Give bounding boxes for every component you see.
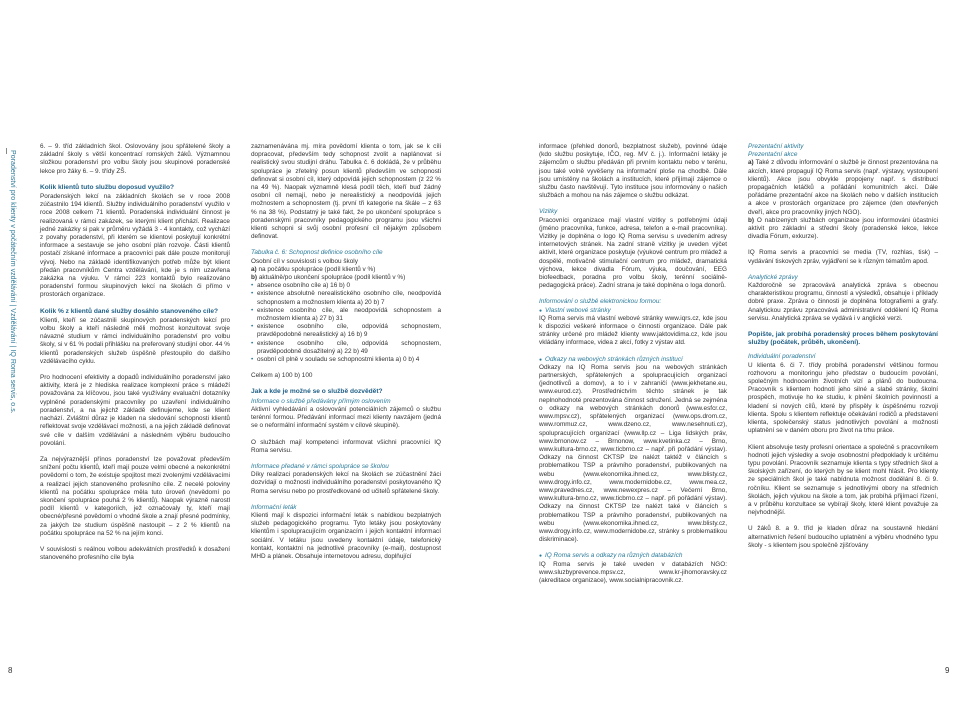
running-header-text: Poradenství pro klienty v počátečním vzdělávání | Vzdělávání | IQ Roma servis, o.s. (9, 150, 16, 414)
subheading: Informování o službě elektronickou formou: (539, 298, 662, 306)
table-row: • existence osobního cíle, odpovídá schopnostem, pravděpodobně dosažitelný a) 22 b) 49 (251, 340, 441, 356)
paragraph: IQ Roma servis má vlastní webové stránky www.iqrs.cz, kde jsou k dispozici veškeré informace o činnosti organizace. Dále pak stránky určené pro mládež klienty www.jaktovidima.cz, kde jsou vkládány informace, videa z akcí, fotky z výstav atd. (539, 314, 727, 347)
bullet-item: ● Vlastní webové stránky (539, 307, 727, 315)
table-legend-b: b) aktuálně/po ukončení spolupráce (podíl klientů v %) (251, 274, 406, 282)
heading-goal-percent: Kolik % z klientů dané služby dosáhlo stanoveného cíle? (40, 307, 219, 315)
subheading: Informace předané v rámci spolupráce se školou (251, 462, 389, 470)
table-legend-a: a) na počátku spolupráce (podíl klientů v %) (251, 265, 376, 273)
paragraph: Díky realizaci poradenských lekcí na školách se zúčastnění žáci dozvídají o možnosti individuálního poradenství poskytovaného IQ Roma servisu nebo po prostředkované od učitelů spřátelené školy. (251, 471, 441, 495)
table-row: • osobní cíl plně v souladu se schopnostmi klienta a) 0 b) 4 (251, 356, 441, 364)
right-page (480, 0, 960, 704)
running-header (2, 150, 22, 450)
bullet-item: ● Odkazy na webových stránkách různých institucí (539, 356, 727, 364)
page-number: 9 (945, 666, 950, 675)
subheading: Informační leták (251, 503, 297, 511)
paragraph: V souvislosti s reálnou volbou adekvátních prostředků k dosažení stanoveného profesního cíle byla (40, 545, 230, 562)
column-3 (539, 143, 727, 585)
page-number: 8 (8, 666, 13, 675)
heading-clients-count: Kolik klientů tuto službu doposud využilo? (40, 183, 175, 191)
paragraph: IQ Roma servis je také uveden v databázích NGO: www.sluzbyprevence.mpsv.cz, www.kr-jihomoravsky.cz (akreditace organizace), www.socialnipracovnik.cz. (539, 560, 727, 584)
paragraph: Pracovníci organizace mají vlastní vizitky s potřebnými údaji (jméno pracovníka, funkce, adresa, telefon a e-mail pracovníka). Vizitky je doplněna o logo IQ Roma servisu s uvedením adresy internetových stránek. Na zadní straně vizitky je uveden výčet aktivit, které organizace poskytuje (výukové centrum pro mládež a dospělé, motivačně stimulační centrum pro mládež, dramatická výchova, lekce divadla Fórum, výuka, doučování, EEG biofeedback, poradna pro volbu školy, terénní sociálně-pedagogická práce). Zadní strana je také doplněna o loga donorů. (539, 216, 727, 290)
table-total: Celkem a) 100 b) 100 (251, 372, 313, 380)
subheading: Informace o službě předávány přímým oslovením (251, 397, 391, 405)
paragraph: U klienta 6. či 7. třídy probíhá poradenství většinou formou rozhovoru a monitoringu jeho představ o budoucím povolání, společným hodnocením životních vizí a plánů do budoucna. Pracovník s klientem hodnotí jeho silné a slabé stránky, školní prospěch, motivuje ho ke studiu, k plnění školních povinností a kladení si nových cílů, které by přispěly k úspěšnému rozvoji klienta. Spolu s klientem reflektuje očekávání rodičů a představení klienta, společenský status jednotlivých povolání a možnosti uplatnění se v daném oboru pro život na trhu práce. (748, 361, 938, 435)
paragraph: Poradenských lekcí na základních školách se v roce 2008 zúčastnilo 194 klientů. Služby individuálního poradenství využilo v roce 2008 celkem 71 klientů. Poradenská individuální činnost je realizovaná v rámci zakázek, se kterými klient přichází. Realizace jedné zakázky si pak v průměru vyžádá 3 - 4 kontakty, což vychází z povahy poradenství, při kterém se klientovi poskytují konkrétní informace a sestavuje se jeho osobní plán rozvoje. Části klientů postačí získané informace a pracovníci pak dále pouze monitorují vývoj. Nebo na základě identifikovaných potřeb může být klient předán pracovníkům Centra vzdělávání, kde je s ním uzavřena zakázka na výuku. V rámci 223 kontaktů bylo realizováno poradenství formou skupinových lekcí na školách či přímo v prostorách organizace. (40, 193, 230, 299)
bullet-item: ● IQ Roma servis a odkazy na různých databázích (539, 552, 727, 560)
paragraph: 6. – 9. tříd základních škol. Oslovovány jsou spřátelené školy a základní školy s větší koncentrací romských žáků. Významnou složkou poradenství pro volbu školy jsou skupinové poradenské lekce pro žáky 6. – 9. třídy ZŠ. (40, 143, 230, 175)
list-item-a: a) Také z důvodu informování o službě je činnost prezentována na akcích, které propagují IQ Roma servis (např. výstavy, vystoupení klientů). Akce jsou obvykle propojeny např. s distribucí propagačních letáčků a pořádání komunitních akcí. Dále pořádáme prezentační akce na školách nebo v dalších institucích a akce v prostorách organizace pro zájemce (den otevřených dveří, akce pro pracovníky jiných NGO). (748, 159, 938, 216)
paragraph: zaznamenávána mj. míra povědomí klienta o tom, jak se k cíli dopracovat, především tedy schopnost zvolit a naplánovat si realistický svou studijní dráhu. Tabulka č. 6 dokládá, že v průběhu spolupráce je zřetelný posun klientů především ve schopnosti definovat si osobní cíl, který odpovídá jejich schopnostem (z 22 % na 49 %). Naopak významně klesá podíl těch, kteří buď žádný osobní cíl nemají, nebo je nerealistický a neodpovídá jejich možnostem a schopnostem (tj. první tři kategorie na škále – z 63 % na 38 %). Podstatný je také fakt, že po ukončení spolupráce s poradenskými pracovníky pedagogického programu jsou všichni klienti schopni si svůj osobní profesní cíl nějakým způsobem definovat. (251, 143, 441, 241)
subheading: Individuální poradenství (748, 353, 816, 361)
paragraph: Klient absolvuje testy profesní orientace a společně s pracovníkem hodnotí jejich výsledky a svoje osobnostní předpoklady k určitému typu povolání. Pracovník seznamuje klienta s typy středních škol a školských zařízení, do kterých by se klient mohl hlásit. Pro klienty ze speciálních škol je také nabídnuta možnost dodělání 8. či 9. ročníku. Klient se seznamuje s jednotlivými obory na středních školách, jejich výukou na škole a tom, jak probíhá přijímací řízení, a v průběhu konzultace se vybírají školy, které klient považuje za nejvhodnější. (748, 443, 938, 517)
paragraph: U žáků 8. a 9. tříd je kladen důraz na soustavně hledání alternativních řešení budoucího uplatnění a výběru vhodného typu školy - s klientem jsou společně zjišťovány (748, 525, 938, 549)
table-intro: Osobní cíl v souvislosti s volbou školy (251, 257, 358, 265)
paragraph: Za nejvýraznější přínos poradenství lze považovat především snížení počtu klientů, kteří mají pouze velmi obecné a nekonkrétní povědomí o tom, že existuje spojitost mezi zvolenými vzdělávacími a realizací jejich stanoveného profesního cíle. Z necelé poloviny klientů na počátku spolupráce měla tuto úroveň (nevědomí po skončení spolupráce pouhá 2 % klientů). Naopak výrazně narostl podíl klientů v kategoriích, jež označovaly ty, kteří mají obecné/přesné povědomí o vhodné škole a znají přesné podmínky, za jakých lze studium úspěšně nastoupit – z 2 % klientů na počátku spolupráce na 52 % na jejím konci. (40, 455, 230, 537)
heading-process: Popište, jak probíhá poradenský proces během poskytování služby (počátek, průběh, ukončení). (748, 331, 938, 347)
paragraph: Každoročně se zpracovává analytická zpráva s obecnou charakteristikou programu, činností a výsledků, obsahuje i příklady dobré praxe. Zpráva o činnosti je doplněna fotografiemi a grafy. Analytickou zprávu zpracovává administrativní oddělení IQ Roma servisu. Analytická zpráva se vydává i v anglické verzi. (748, 282, 938, 322)
paragraph: IQ Roma servis a pracovníci se media (TV, rozhlas, tisk) – vydávání tiskových zpráv, vyjádření se k různým tématům apod. (748, 249, 938, 265)
column-4 (748, 143, 938, 550)
paragraph: Odkazy na IQ Roma servis jsou na webových stránkách partnerských, spřátelených a spolupracujících organizací (jednotlivců a domov), a to i v zahraničí (www.jekhetane.eu, www.eurod.cz). Prostřednictvím těchto stránek je tak neplnohodnoté prezentována činnost sdružení. Jedná se zejména o odkazy na webových stránkách donorů (www.esfcr.cz, www.mpsv.cz), spřátelených organizací (www.ops.drom.cz, www.rommuz.cz, www.dzeno.cz, www.nesehnuti.cz), spolupracujících organizací (www.llp.cz – Liga lidských práv, www.brnonow.cz – Brnonow, www.kvetinka.cz – Brno, www.kultura-brno.cz, www.ticbrno.cz – např. při pořádání výstav). Odkazy na činnost CKTSP lze nalézt taktéž v článcích s problematikou TSP a právního poradenství, publikovaných na webu (www.ekonomika.ihned.cz, www.blisty.cz, www.drogy.info.cz, www.modernidobe.cz, www.mea.cz, www.pravednes.cz, www.newexpres.cz – Večerní Brno, www.kultura-brno.cz, www.ticbrno.cz – např. při pořádání výstav). Odkazy na činnost CKTSP lze nalézt také v článcích s problematikou TSP a právního poradenství, publikovaných na webu (www.ekonomika.ihned.cz, www.blisty.cz, www.drogy.info.cz, www.modernidobe.cz, stránky s problematikou diskriminace). (539, 363, 727, 544)
subheading: Vizitky (539, 208, 558, 216)
paragraph: informace (přehled donorů, bezplatnost služeb), povinné údaje (kdo službu poskytuje, IČO, reg. MV č. j.). Informační letáky je zájemcům o službu předáván při prvním kontaktu nebo v terénu, jsou také volně vyvěšeny na informační ploše na chodbě. Dále jsou umístěny na školách a institucích, které přijímají zájemce o službu často navštěvují. Tyto instituce jsou informovány o našich službách a mohou na nás zájemce o službu odkázat. (539, 143, 727, 200)
subheading: Prezentační aktivity (748, 143, 804, 150)
list-item-b: b) O nabízených službách organizace jsou informováni účastníci aktivit pro základní a střední školy (poradenské lekce, lekce divadla Fórum, exkurze). (748, 216, 938, 241)
column-1 (40, 143, 230, 562)
column-2 (251, 143, 441, 561)
table-row: • existence osobního cíle, ale neodpovídá schopnostem a možnostem klienta a) 27 b) 31 (251, 307, 441, 323)
table-title: Tabulka č. 6: Schopnost definice osobního cíle (251, 249, 383, 257)
table-row: • existence osobního cíle, odpovídá schopnostem, pravděpodobně nerealistický a) 16 b) 9 (251, 323, 441, 339)
paragraph: O službách mají kompetenci informovat všichni pracovníci IQ Roma servisu. (251, 438, 441, 454)
heading-how-to-learn: Jak a kde je možné se o službě dozvědět? (251, 388, 383, 396)
subheading: Prezentační akce (748, 151, 798, 159)
table-row: • absence osobního cíle a) 16 b) 0 (251, 282, 441, 290)
paragraph: Klienti, kteří se zúčastnili skupinových poradenských lekcí pro volbu školy a kteří následně měli možnost konzultovat svoje návazné studium v rámci individuálního poradenství pro volbu školy, si v 61 % podali přihlášku na preferovaný studijní obor. 44 % klientů poradenských služeb úspěšně přestoupilo do dalšího vzdělávacího cyklu. (40, 316, 230, 365)
paragraph: Pro hodnocení efektivity a dopadů individuálního poradenství jako aktivity, která je z hlediska realizace komplexní práce s mládeží považována za klíčovou, jsou také využívány evaluační dotazníky vyplněné poradenskými pracovníky po uzavření individuálního poradenství, a na jejichž základě definujeme, kde se klient nachází. Zvláštní důraz je kladen na sledování schopnosti klientů reflektovat svoje vzdělávací možnosti, a na jejich základě definovat své cíle v dalším vzdělávání a následném výběru budoucího povolání. (40, 374, 230, 447)
table-row: • existence absolutně nerealistického osobního cíle, neodpovídá schopnostem a možnostem klienta a) 20 b) 7 (251, 290, 441, 306)
paragraph: Aktivní vyhledávání a oslovování potenciálních zájemců o službu terénní formou. Předávání informací mezi klienty navzájem (jedná se o neformální informační systém v cílové skupině). (251, 405, 441, 430)
paragraph: Klienti mají k dispozici informační leták s nabídkou bezplatných služeb pedagogického programu. Tyto letáky jsou poskytovány klientům i spolupracujícím organizacím i jejich kontaktní informací sociální. V letáku jsou uvedeny kontaktní údaje, telefonický kontakt, kontaktní na jednotlivé pracovníky (e-mail), dostupnost MHD a plánek. Obsahuje internetovou adresu, doplňující (251, 511, 441, 560)
subheading: Analytické zprávy (748, 273, 798, 281)
